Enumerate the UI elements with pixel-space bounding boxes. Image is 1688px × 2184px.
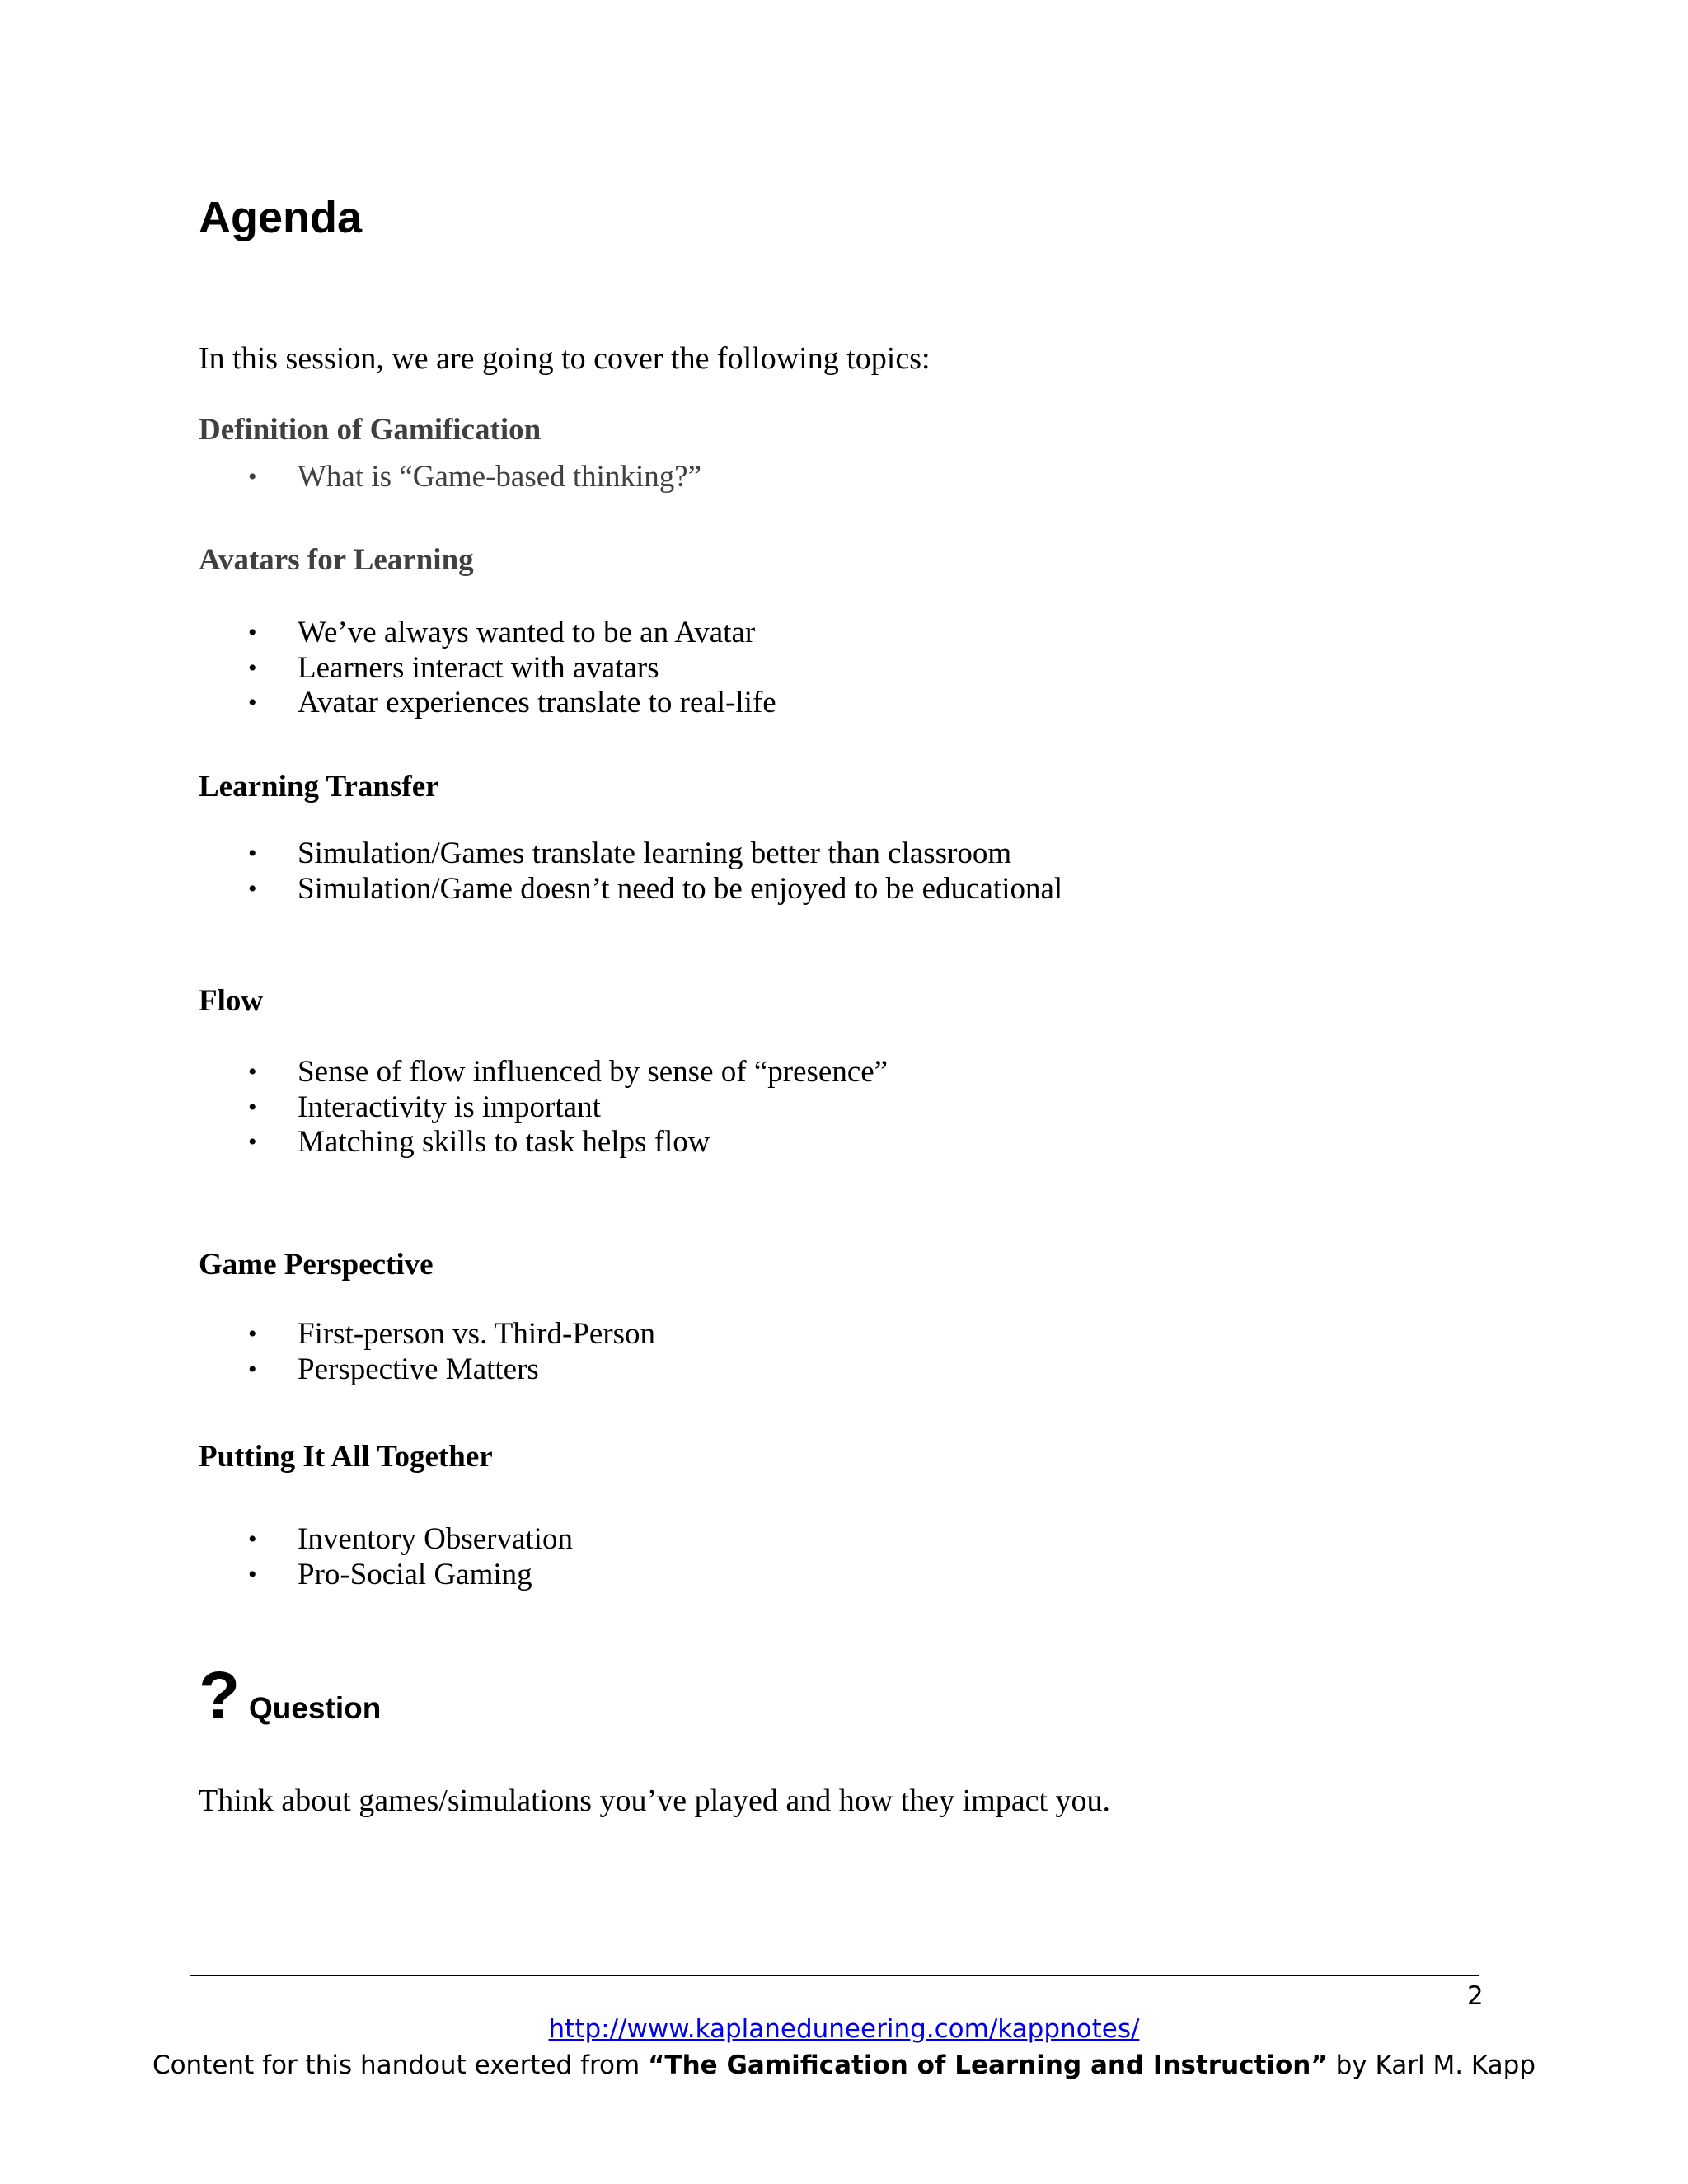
bullet-list-learning-transfer [199, 837, 1062, 907]
bullet-icon: • [248, 463, 257, 490]
question-mark-icon: ? [199, 1658, 241, 1733]
intro-text: In this session, we are going to cover the following topics: [199, 341, 931, 376]
question-text: Think about games/simulations you’ve played and how they impact you. [199, 1783, 1111, 1818]
footer-link[interactable]: http://www.kaplaneduneering.com/kappnotes/ [548, 2014, 1140, 2044]
bullet-icon: • [248, 1355, 257, 1383]
credit-prefix: Content for this handout exerted from [152, 2050, 649, 2080]
bullet-list-definition [199, 460, 701, 495]
bullet-icon: • [248, 654, 257, 682]
list-item: • Pro-Social Gaming [248, 1557, 532, 1591]
list-item: • Simulation/Game doesn’t need to be enjoyed to be educational [248, 871, 1063, 906]
section-heading-game-perspective: Game Perspective [199, 1248, 434, 1282]
bullet-icon: • [248, 619, 257, 646]
bullet-icon: • [248, 1320, 257, 1347]
bullet-icon: • [248, 1526, 257, 1553]
bullet-list-avatars [199, 616, 776, 721]
section-heading-putting-together: Putting It All Together [199, 1440, 493, 1474]
bullet-list-game-perspective [199, 1317, 655, 1387]
list-item: • Interactivity is important [248, 1090, 601, 1124]
list-item: • Sense of flow influenced by sense of “presence” [248, 1055, 889, 1089]
credit-book-title: “The Gamification of Learning and Instruction” [648, 2050, 1328, 2080]
list-item: • What is “Game-based thinking?” [248, 460, 702, 494]
bullet-icon: • [248, 874, 257, 902]
credit-suffix: by Karl M. Kapp [1327, 2050, 1536, 2080]
bullet-icon: • [248, 689, 257, 716]
list-item: • Matching skills to task helps flow [248, 1125, 710, 1159]
list-item: • Perspective Matters [248, 1352, 539, 1386]
list-item: • Simulation/Games translate learning better than classroom [248, 837, 1012, 870]
footer-divider [190, 1975, 1479, 1976]
list-item: • Inventory Observation [248, 1522, 573, 1556]
bullet-icon: • [248, 840, 257, 867]
section-heading-avatars: Avatars for Learning [199, 543, 474, 577]
list-item: • We’ve always wanted to be an Avatar [248, 616, 756, 649]
section-heading-learning-transfer: Learning Transfer [199, 770, 439, 804]
bullet-icon: • [248, 1058, 257, 1085]
bullet-icon: • [248, 1560, 257, 1588]
section-heading-definition: Definition of Gamification [199, 413, 542, 447]
list-item: • Avatar experiences translate to real-life [248, 686, 776, 719]
list-item: • Learners interact with avatars [248, 650, 659, 685]
page-title: Agenda [199, 193, 363, 242]
footer-credit [0, 2047, 1688, 2083]
bullet-icon: • [248, 1128, 257, 1155]
question-label: Question [249, 1691, 382, 1725]
bullet-icon: • [248, 1093, 257, 1121]
page-number: 2 [1467, 1981, 1484, 2011]
bullet-list-putting-together [199, 1522, 573, 1592]
section-heading-flow: Flow [199, 984, 264, 1018]
list-item: • First-person vs. Third-Person [248, 1317, 656, 1351]
bullet-list-flow [199, 1055, 888, 1160]
